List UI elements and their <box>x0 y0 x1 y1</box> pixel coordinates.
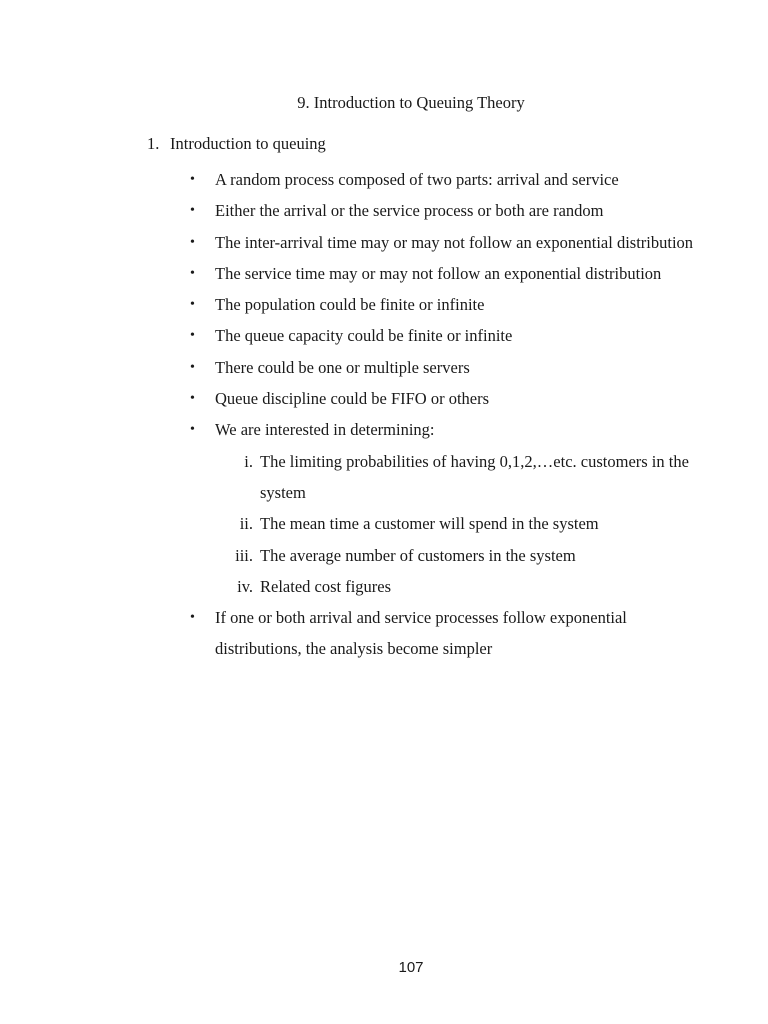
sublist-item <box>215 540 700 571</box>
sublist-item <box>215 508 700 539</box>
list-item-text: The population could be finite or infinite <box>215 295 485 315</box>
roman-numeral: iii. <box>235 545 253 565</box>
list-item <box>190 320 700 351</box>
sublist-item-text: The mean time a customer will spend in the system <box>260 514 599 534</box>
bullet-icon: • <box>190 172 195 187</box>
bullet-icon: • <box>190 328 195 344</box>
bullet-icon: • <box>190 610 195 626</box>
section-number: 1. <box>147 134 160 153</box>
list-item <box>190 227 700 258</box>
section-heading <box>147 133 707 155</box>
list-item-text: The inter-arrival time may or may not follow an exponential distribution <box>215 232 694 252</box>
list-item-text: The queue capacity could be finite or infinite <box>215 326 513 346</box>
roman-numeral: i. <box>244 451 253 471</box>
bullet-icon: • <box>190 391 195 407</box>
list-item <box>190 602 700 665</box>
sublist-item <box>215 571 700 602</box>
bullet-icon: • <box>190 234 195 250</box>
list-item-text: We are interested in determining: <box>215 420 435 440</box>
bullet-icon: • <box>190 422 195 438</box>
list-item <box>190 414 700 602</box>
sublist-item-text: The limiting probabilities of having 0,1,2,…etc. customers in the system <box>260 451 689 502</box>
roman-sublist <box>215 446 700 602</box>
section-heading-text: Introduction to queuing <box>170 134 326 153</box>
bullet-icon: • <box>190 203 195 219</box>
list-item-text: A random process composed of two parts: arrival and service <box>215 170 619 189</box>
sublist-item-text: The average number of customers in the system <box>260 545 576 565</box>
list-item <box>190 258 700 289</box>
list-item <box>190 195 700 226</box>
list-item-text: There could be one or multiple servers <box>215 357 470 377</box>
list-item <box>190 289 700 320</box>
roman-numeral: ii. <box>239 514 253 534</box>
list-item <box>190 383 700 414</box>
bullet-icon: • <box>190 265 195 281</box>
bullet-list <box>190 164 700 665</box>
list-item-text: Either the arrival or the service process or both are random <box>215 201 604 221</box>
list-item <box>190 352 700 383</box>
page-title: 9. Introduction to Queuing Theory <box>297 93 525 112</box>
bullet-icon: • <box>190 297 195 313</box>
list-item-text: The service time may or may not follow an exponential distribution <box>215 263 662 283</box>
list-item <box>190 164 700 195</box>
roman-numeral: iv. <box>237 576 253 596</box>
bullet-icon: • <box>190 359 195 375</box>
list-item-text: Queue discipline could be FIFO or others <box>215 389 490 409</box>
sublist-item <box>215 446 700 509</box>
list-item-text: If one or both arrival and service processes follow exponential distributions, the analysis become simpler <box>215 608 627 659</box>
sublist-item-text: Related cost figures <box>260 576 392 596</box>
page-number: 107 <box>398 959 424 976</box>
